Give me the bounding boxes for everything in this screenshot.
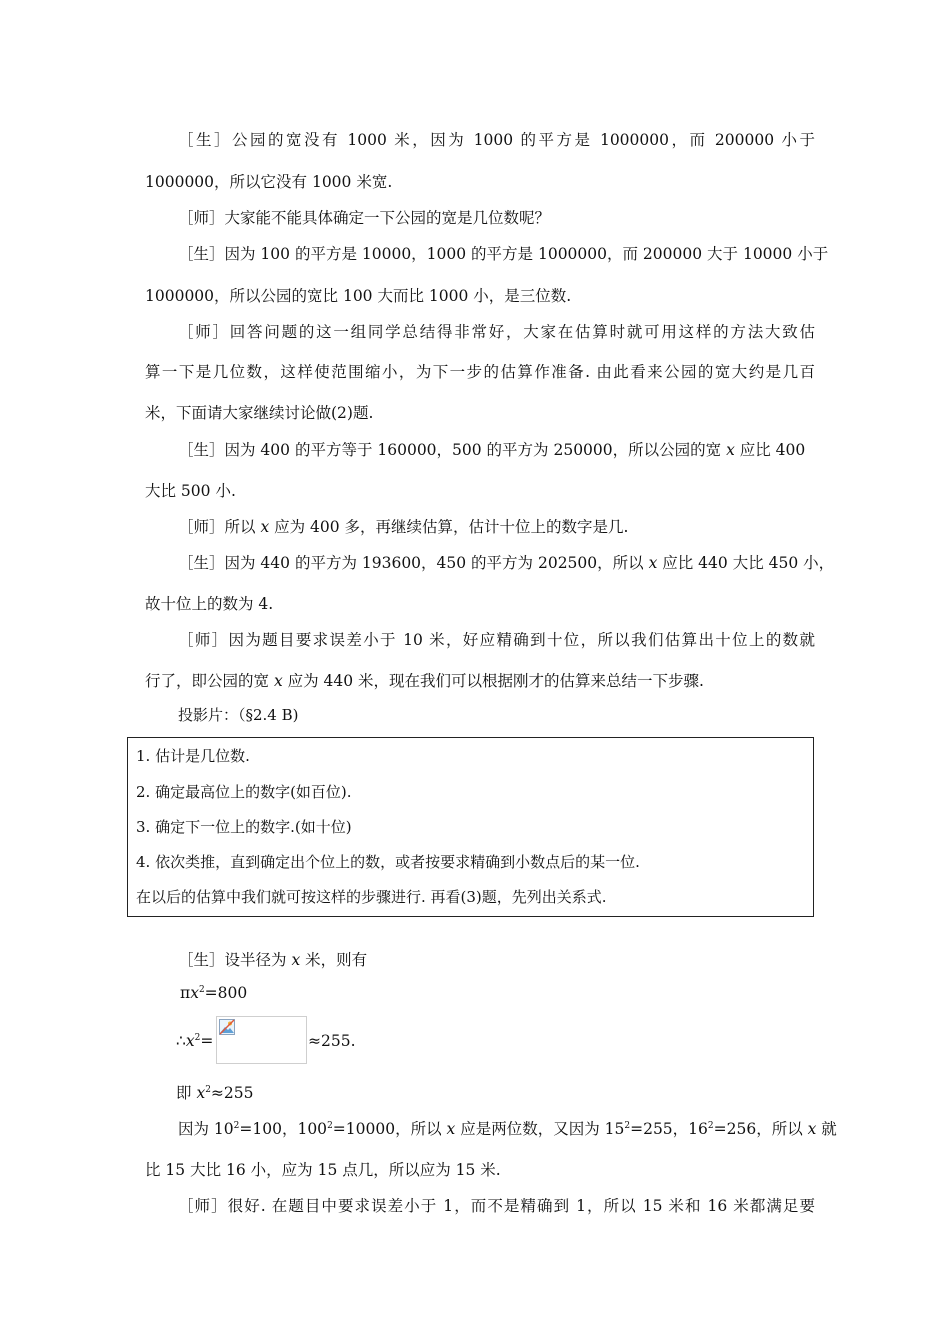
variable-x: x xyxy=(190,984,199,1002)
text: =10000，所以 xyxy=(332,1120,447,1138)
variable-x: x xyxy=(185,1032,195,1050)
text: 应比 400 xyxy=(734,441,806,459)
text: ［师］因为题目要求误差小于 10 米，好应精确到十位，所以我们估算出十位上的数就 xyxy=(178,631,815,649)
paragraph-line xyxy=(145,479,815,501)
paragraph-line xyxy=(145,669,815,691)
step-item: 1. 估计是几位数. xyxy=(136,747,250,765)
text: 应为 400 多，再继续估算，估计十位上的数字是几. xyxy=(269,518,629,536)
paragraph-line xyxy=(178,438,815,460)
variable-x: x xyxy=(273,672,283,690)
step-item: 3. 确定下一位上的数字.(如十位) xyxy=(136,818,352,836)
text: 行了，即公园的宽 xyxy=(145,672,274,690)
step-item: 2. 确定最高位上的数字(如百位). xyxy=(136,783,352,801)
text: ［生］公园的宽没有 1000 米，因为 1000 的平方是 1000000，而 200000 小于 xyxy=(178,131,815,149)
equation-line xyxy=(180,984,850,1002)
exponent: 2 xyxy=(707,1121,714,1131)
paragraph-line xyxy=(178,128,815,150)
text: ［生］因为 100 的平方是 10000，1000 的平方是 1000000，而 200000 大于 10000 小于 xyxy=(178,245,829,263)
projector-label xyxy=(178,704,815,725)
exponent: 2 xyxy=(233,1121,240,1131)
text: ［生］因为 440 的平方为 193600，450 的平方为 202500，所以 xyxy=(178,554,649,572)
step-summary: 在以后的估算中我们就可按这样的步骤进行. 再看(3)题，先列出关系式. xyxy=(136,888,607,906)
text: ［师］所以 xyxy=(178,518,261,536)
exponent: 2 xyxy=(198,985,205,995)
text: 算一下是几位数，这样使范围缩小，为下一步的估算作准备. 由此看来公园的宽大约是几百 xyxy=(145,363,815,381)
paragraph-line xyxy=(178,551,835,573)
exponent: 2 xyxy=(624,1121,631,1131)
text: 投影片：（§2.4 B) xyxy=(178,706,299,724)
text: 就 xyxy=(816,1120,837,1138)
paragraph-line xyxy=(145,1158,815,1180)
text: 米，则有 xyxy=(300,951,368,969)
text: ［生］设半径为 xyxy=(178,951,292,969)
exponent: 2 xyxy=(327,1121,333,1131)
paragraph-line xyxy=(145,284,815,306)
text: 即 xyxy=(176,1084,197,1102)
text: ［师］回答问题的这一组同学总结得非常好，大家在估算时就可用这样的方法大致估 xyxy=(178,323,815,341)
variable-x: x xyxy=(807,1120,817,1138)
text: =255，16 xyxy=(630,1120,708,1138)
steps-box xyxy=(127,737,814,917)
paragraph-line xyxy=(145,401,815,423)
variable-x: x xyxy=(291,951,301,969)
text: 大比 500 小. xyxy=(145,482,236,500)
text: ≈255. xyxy=(308,1032,356,1050)
exponent: 2 xyxy=(194,1033,201,1043)
variable-x: x xyxy=(446,1120,456,1138)
paragraph-line xyxy=(178,1194,815,1216)
text: ［师］很好. 在题目中要求误差小于 1，而不是精确到 1，所以 15 米和 16 米都满足要 xyxy=(178,1197,815,1215)
variable-x: x xyxy=(260,518,270,536)
equation-line xyxy=(176,1081,846,1103)
broken-image-placeholder xyxy=(216,1016,307,1064)
paragraph-line xyxy=(178,206,815,228)
text: 因为 10 xyxy=(178,1120,234,1138)
variable-x: x xyxy=(648,554,658,572)
paragraph-line xyxy=(178,1117,837,1139)
variable-x: x xyxy=(196,1084,206,1102)
text: ≈255 xyxy=(210,1084,254,1102)
text: = xyxy=(200,1032,214,1050)
exponent: 2 xyxy=(205,1085,211,1095)
paragraph-line xyxy=(178,948,815,970)
text: ［师］大家能不能具体确定一下公园的宽是几位数呢？ xyxy=(178,209,551,227)
text: =256，所以 xyxy=(713,1120,808,1138)
text: 应比 440 大比 450 小， xyxy=(657,554,835,572)
text: 应是两位数，又因为 15 xyxy=(455,1120,625,1138)
paragraph-line xyxy=(145,360,815,382)
paragraph-line xyxy=(145,592,815,614)
therefore-symbol: ∴ xyxy=(176,1032,186,1050)
pi-symbol: π xyxy=(180,984,191,1002)
broken-image-icon xyxy=(219,1019,235,1035)
equation-line xyxy=(308,1032,950,1050)
text: 1000000，所以公园的宽比 100 大而比 1000 小，是三位数. xyxy=(145,287,572,305)
text: ［生］因为 400 的平方等于 160000，500 的平方为 250000，所以公园的宽 xyxy=(178,441,727,459)
text: =100，100 xyxy=(239,1120,328,1138)
text: 应为 440 米，现在我们可以根据刚才的估算来总结一下步骤. xyxy=(282,672,704,690)
paragraph-line xyxy=(178,320,815,342)
paragraph-line xyxy=(178,515,815,537)
text: 1000000，所以它没有 1000 米宽. xyxy=(145,173,393,191)
text: 米，下面请大家继续讨论做(2)题. xyxy=(145,404,374,422)
step-item: 4. 依次类推，直到确定出个位上的数，或者按要求精确到小数点后的某一位. xyxy=(136,853,640,871)
text: =800 xyxy=(204,984,248,1002)
paragraph-line xyxy=(145,170,815,192)
text: 故十位上的数为 4. xyxy=(145,595,274,613)
paragraph-line xyxy=(178,242,829,264)
paragraph-line xyxy=(178,628,815,650)
text: 比 15 大比 16 小，应为 15 点几，所以应为 15 米. xyxy=(145,1161,501,1179)
variable-x: x xyxy=(726,441,735,459)
